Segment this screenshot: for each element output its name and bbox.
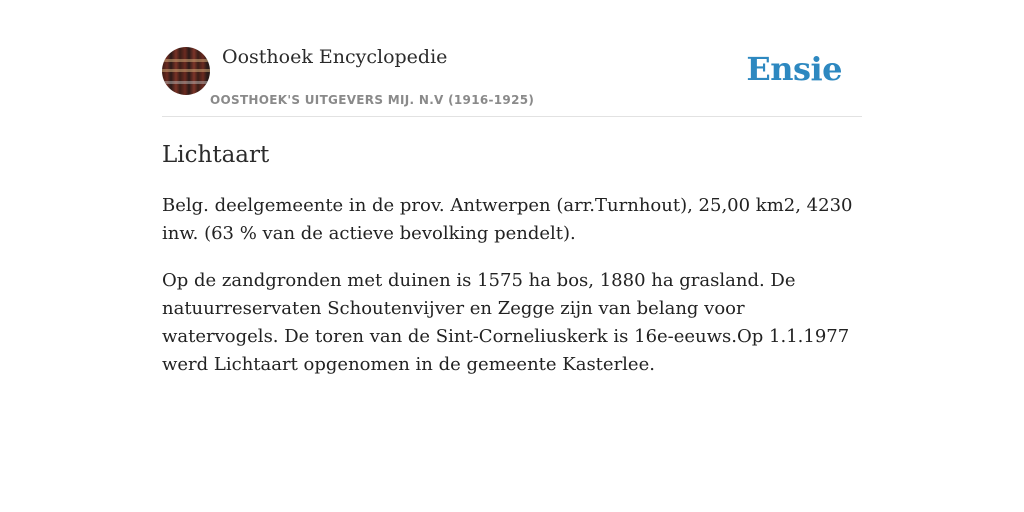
ensie-logo-link[interactable]: Ensie <box>746 50 842 88</box>
article-content <box>162 138 862 398</box>
article-title: Lichtaart <box>162 142 270 168</box>
avatar-band <box>162 81 210 84</box>
article-paragraph: Op de zandgronden met duinen is 1575 ha bos, 1880 ha grasland. De natuurreservaten Schoutenvijver en Zegge zijn van belang voor watervogels. De toren van de Sint-Corneliuskerk is 16e-eeuws.Op 1.1.1977 werd Lichtaart opgenomen in de gemeente Kasterlee. <box>162 270 850 375</box>
avatar-band <box>162 69 210 72</box>
encyclopedia-avatar-icon[interactable] <box>162 47 210 95</box>
publisher-label: OOSTHOEK'S UITGEVERS MIJ. N.V (1916-1925) <box>210 93 535 107</box>
site-header <box>162 40 862 117</box>
avatar-band <box>162 59 210 62</box>
article-paragraph: Belg. deelgemeente in de prov. Antwerpen (arr.Turnhout), 25,00 km2, 4230 inw. (63 % van de actieve bevolking pendelt). <box>162 195 853 244</box>
encyclopedia-title-link[interactable]: Oosthoek Encyclopedie <box>222 46 448 68</box>
